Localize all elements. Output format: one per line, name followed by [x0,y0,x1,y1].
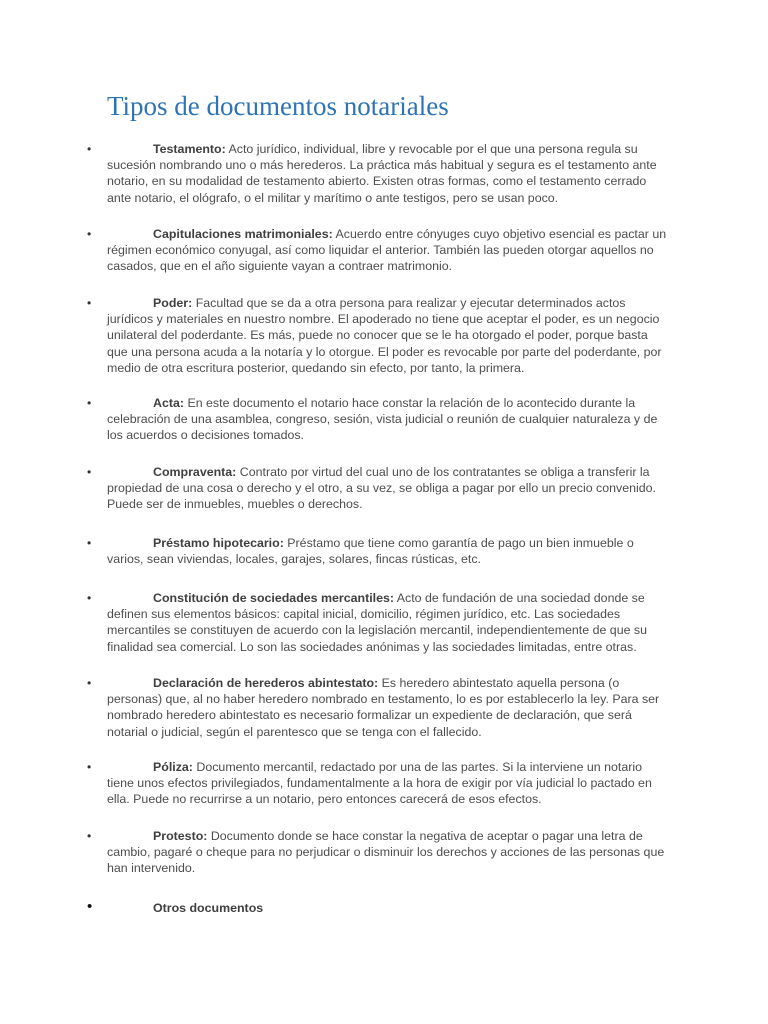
list-item-acta [87,395,667,444]
list-item-prestamo-hipotecario [87,535,667,567]
term-description: Acto de fundación de una sociedad donde se definen sus elementos básicos: capital inicial, domicilio, régimen jurídico, etc. Las sociedades mercantiles se constituyen de acuerdo con la legislación mercantil, independientemente de que su finalidad sea comercial. Lo son las sociedades anónimas y las sociedades limitadas, entre otras. [107,591,648,654]
list-item-poder [87,295,667,376]
bullet-icon: • [87,676,92,690]
term-label: Constitución de sociedades mercantiles: [153,591,394,605]
term-label: Capitulaciones matrimoniales: [153,227,333,241]
bullet-icon: • [87,465,92,479]
term-description: Documento donde se hace constar la negativa de aceptar o pagar una letra de cambio, pagaré o cheque para no perjudicar o disminuir los derechos y acciones de las personas que han intervenido. [107,829,665,876]
term-label: Protesto: [153,829,208,843]
term-label: Compraventa: [153,465,237,479]
term-label: Póliza: [153,760,193,774]
term-description: Acto jurídico, individual, libre y revocable por el que una persona regula su sucesión nombrando uno o más herederos. La práctica más habitual y segura es el testamento ante notario, en su modalidad de testamento abierto. Existen otras formas, como el testamento cerrado ante notario, el ológrafo, o el militar y marítimo o ante testigos, pero se usan poco. [107,142,657,205]
list-item-constitucion-sociedades [87,590,667,655]
bullet-icon: • [87,142,92,156]
bullet-icon: • [87,898,93,915]
term-description: Préstamo que tiene como garantía de pago un bien inmueble o varios, sean viviendas, locales, garajes, solares, fincas rústicas, etc. [107,536,634,567]
term-label: Poder: [153,296,193,310]
bullet-icon: • [87,396,92,410]
term-label: Declaración de herederos abintestato: [153,676,379,690]
list-item-declaracion-herederos [87,675,667,740]
list-item-compraventa [87,464,667,513]
bullet-icon: • [87,536,92,550]
term-description: Es heredero abintestato aquella persona (o personas) que, al no haber heredero nombrado en testamento, lo es por establecerlo la ley. Para ser nombrado heredero abintestato es necesario formalizar un expediente de declaración, que será notarial o judicial, según el parentesco que se tenga con el fallecido. [107,676,660,739]
term-description: Facultad que se da a otra persona para realizar y ejecutar determinados actos jurídicos y materiales en nuestro nombre. El apoderado no tiene que aceptar el poder, es un negocio unilateral del poderdante. Es más, puede no conocer que se le ha otorgado el poder, porque basta que una persona acuda a la notaría y lo otorgue. El poder es revocable por parte del poderdante, por medio de otra escritura posterior, quedando sin efecto, por tanto, la primera. [107,296,662,375]
bullet-icon: • [87,760,92,774]
term-label: Testamento: [153,142,226,156]
term-label: Préstamo hipotecario: [153,536,284,550]
term-description: Documento mercantil, redactado por una de las partes. Si la interviene un notario tiene unos efectos privilegiados, fundamentalmente a la hora de exigir por vía judicial lo pactado en ella. Puede no recurrirse a un notario, pero entonces carecerá de esos efectos. [107,760,652,807]
term-description: Contrato por virtud del cual uno de los contratantes se obliga a transferir la propiedad de una cosa o derecho y el otro, a su vez, se obliga a pagar por ello un precio convenido. Puede ser de inmuebles, muebles o derechos. [107,465,656,512]
term-label: Acta: [153,396,184,410]
page-title: Tipos de documentos notariales [107,91,449,121]
list-item-protesto [87,828,667,877]
list-item-testamento [87,141,667,206]
list-item-otros-documentos [87,898,667,916]
term-label: Otros documentos [153,901,264,915]
term-description: Acuerdo entre cónyuges cuyo objetivo esencial es pactar un régimen económico conyugal, así como liquidar el anterior. También las pueden otorgar aquellos no casados, que en el año siguiente vayan a contraer matrimonio. [107,227,667,274]
term-description: En este documento el notario hace constar la relación de lo acontecido durante la celebración de una asamblea, congreso, sesión, vista judicial o reunión de cualquier naturaleza y de los acuerdos o decisiones tomados. [107,396,658,443]
bullet-icon: • [87,591,92,605]
list-item-poliza [87,759,667,808]
list-item-capitulaciones-matrimoniales [87,226,667,275]
bullet-icon: • [87,227,92,241]
bullet-icon: • [87,296,92,310]
bullet-icon: • [87,829,92,843]
